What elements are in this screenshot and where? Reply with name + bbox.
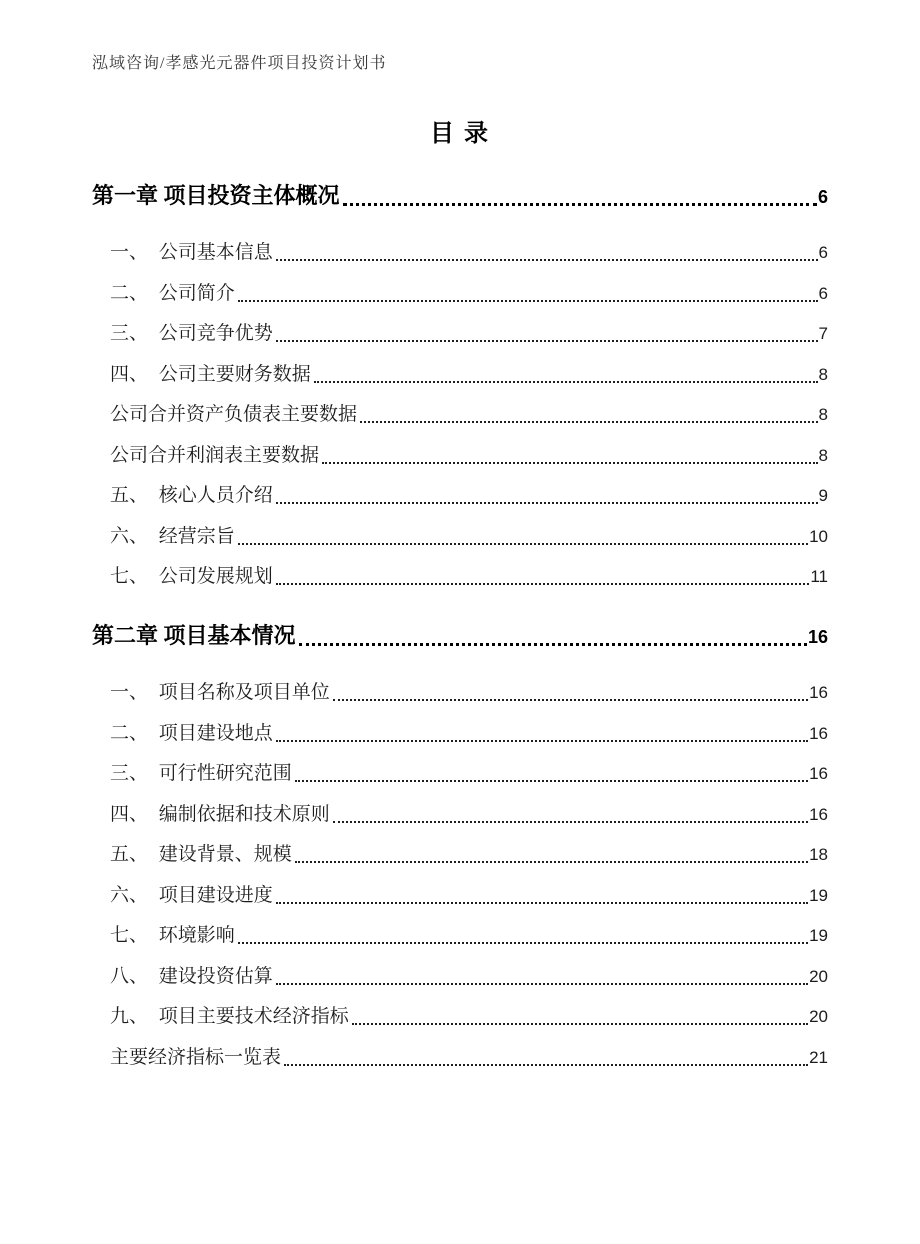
toc-entry-page: 16 bbox=[809, 764, 828, 783]
toc-item-entry[interactable] bbox=[92, 404, 828, 426]
toc-entry-page: 9 bbox=[818, 486, 828, 505]
toc-item-entry[interactable] bbox=[92, 885, 828, 907]
toc-entry-page: 10 bbox=[809, 526, 828, 546]
toc-entry-page: 19 bbox=[809, 885, 828, 905]
toc-dot-leader bbox=[276, 583, 810, 585]
toc-entry-page: 21 bbox=[809, 1047, 828, 1067]
toc-entry-label: 第二章 项目基本情况 bbox=[92, 623, 296, 648]
toc-entry-label: 一、 公司基本信息 bbox=[110, 242, 273, 263]
toc-entry-page: 11 bbox=[810, 567, 828, 586]
toc-item-entry[interactable] bbox=[92, 526, 828, 548]
toc-entry-label: 公司合并利润表主要数据 bbox=[110, 444, 320, 466]
toc-entry-label: 五、 核心人员介绍 bbox=[110, 485, 273, 506]
toc-dot-leader bbox=[284, 1064, 808, 1066]
toc-entry-page: 8 bbox=[818, 445, 828, 465]
toc-item-entry[interactable] bbox=[92, 1006, 828, 1028]
toc-entry-page: 20 bbox=[809, 1007, 828, 1026]
toc-dot-leader bbox=[276, 259, 818, 261]
toc-entry-page: 8 bbox=[818, 405, 828, 424]
toc-entry-label: 四、 公司主要财务数据 bbox=[110, 363, 311, 385]
toc-entry-label: 三、 公司竞争优势 bbox=[110, 323, 273, 344]
toc-dot-leader bbox=[360, 421, 818, 423]
toc-entry-label: 公司合并资产负债表主要数据 bbox=[110, 404, 358, 425]
toc-dot-leader bbox=[276, 502, 818, 504]
toc-entry-page: 8 bbox=[818, 364, 828, 384]
toc-dot-leader bbox=[299, 643, 807, 646]
toc-entry-label: 二、 公司简介 bbox=[110, 282, 235, 304]
toc-item-entry[interactable] bbox=[92, 445, 828, 467]
toc-dot-leader bbox=[322, 462, 818, 464]
toc-dot-leader bbox=[238, 543, 808, 545]
toc-dot-leader bbox=[276, 740, 808, 742]
toc-item-entry[interactable] bbox=[92, 242, 828, 264]
toc-entry-label: 第一章 项目投资主体概况 bbox=[92, 183, 340, 208]
toc-item-entry[interactable] bbox=[92, 966, 828, 988]
toc-item-entry[interactable] bbox=[92, 566, 828, 588]
page-title: 目 录 bbox=[430, 121, 490, 147]
toc-item-entry[interactable] bbox=[92, 283, 828, 305]
toc-item-entry[interactable] bbox=[92, 323, 828, 345]
toc-dot-leader bbox=[343, 203, 817, 206]
document-page bbox=[0, 53, 920, 1244]
toc-chapter-entry[interactable] bbox=[92, 622, 828, 650]
toc-entry-label: 四、 编制依据和技术原则 bbox=[110, 803, 330, 825]
toc-dot-leader bbox=[238, 300, 818, 302]
toc-entry-label: 九、 项目主要技术经济指标 bbox=[110, 1006, 349, 1027]
toc-dot-leader bbox=[352, 1023, 808, 1025]
toc-entry-label: 五、 建设背景、规模 bbox=[110, 844, 292, 865]
toc-entry-label: 二、 项目建设地点 bbox=[110, 722, 273, 744]
toc-dot-leader bbox=[314, 381, 818, 383]
toc-dot-leader bbox=[276, 983, 808, 985]
toc-dot-leader bbox=[238, 942, 808, 944]
toc-item-entry[interactable] bbox=[92, 925, 828, 947]
document-header: 泓域咨询/孝感光元器件项目投资计划书 bbox=[92, 55, 387, 72]
table-of-contents bbox=[92, 148, 828, 1069]
toc-entry-page: 20 bbox=[809, 966, 828, 986]
toc-dot-leader bbox=[295, 861, 808, 863]
toc-entry-label: 三、 可行性研究范围 bbox=[110, 763, 292, 784]
toc-dot-leader bbox=[333, 699, 808, 701]
toc-item-entry[interactable] bbox=[92, 364, 828, 386]
toc-entry-page: 16 bbox=[809, 804, 828, 824]
toc-item-entry[interactable] bbox=[92, 1047, 828, 1069]
toc-item-entry[interactable] bbox=[92, 844, 828, 866]
toc-entry-page: 7 bbox=[818, 324, 828, 343]
toc-entry-page: 19 bbox=[809, 926, 828, 945]
toc-entry-page: 16 bbox=[809, 723, 828, 743]
toc-item-entry[interactable] bbox=[92, 723, 828, 745]
toc-entry-page: 6 bbox=[818, 243, 828, 262]
toc-item-entry[interactable] bbox=[92, 763, 828, 785]
toc-entry-label: 六、 项目建设进度 bbox=[110, 884, 273, 906]
toc-entry-page: 16 bbox=[807, 627, 828, 647]
toc-dot-leader bbox=[276, 902, 808, 904]
toc-item-entry[interactable] bbox=[92, 485, 828, 507]
toc-entry-label: 七、 环境影响 bbox=[110, 925, 235, 946]
toc-entry-label: 六、 经营宗旨 bbox=[110, 525, 235, 547]
toc-entry-page: 6 bbox=[818, 283, 828, 303]
toc-item-entry[interactable] bbox=[92, 682, 828, 704]
toc-entry-page: 6 bbox=[817, 187, 828, 207]
toc-dot-leader bbox=[276, 340, 818, 342]
toc-chapter-entry[interactable] bbox=[92, 182, 828, 210]
toc-entry-label: 八、 建设投资估算 bbox=[110, 965, 273, 987]
toc-entry-label: 主要经济指标一览表 bbox=[110, 1046, 282, 1068]
toc-entry-label: 一、 项目名称及项目单位 bbox=[110, 682, 330, 703]
toc-item-entry[interactable] bbox=[92, 804, 828, 826]
toc-entry-label: 七、 公司发展规划 bbox=[110, 566, 273, 587]
toc-dot-leader bbox=[333, 821, 808, 823]
toc-entry-page: 18 bbox=[809, 845, 828, 864]
toc-dot-leader bbox=[295, 780, 808, 782]
toc-entry-page: 16 bbox=[809, 683, 828, 702]
